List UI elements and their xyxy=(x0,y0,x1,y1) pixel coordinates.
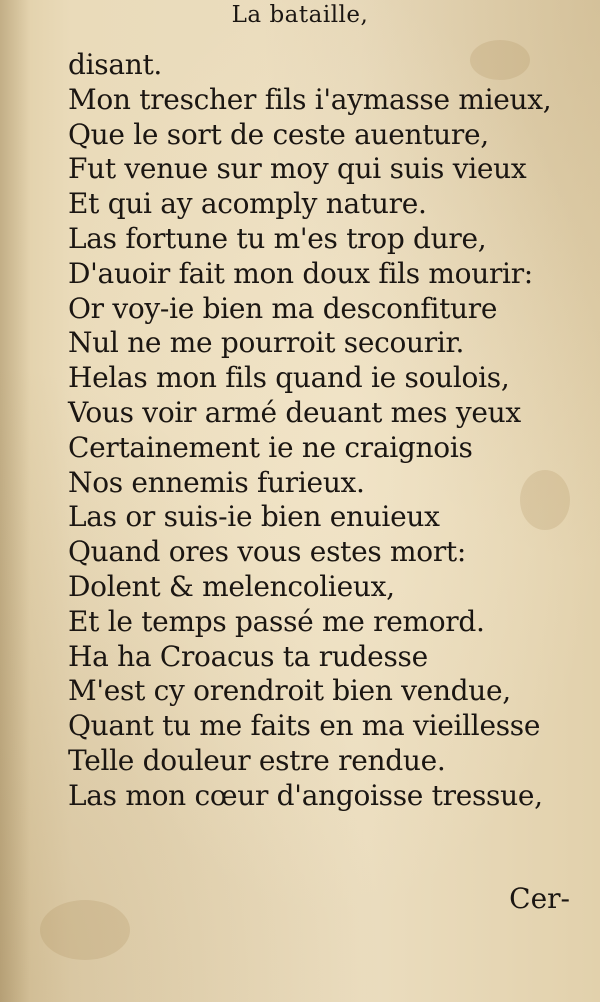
running-head: La bataille, xyxy=(231,2,369,28)
verse-line: Vous voir armé deuant mes yeux xyxy=(68,395,521,429)
verse-line: Las fortune tu m'es trop dure, xyxy=(68,221,487,255)
verse-line: Que le sort de ceste auenture, xyxy=(68,117,489,151)
verse-line: Quant tu me faits en ma vieillesse xyxy=(68,709,541,743)
verse-line: Et qui ay acomply nature. xyxy=(68,187,427,221)
verse-block xyxy=(68,48,568,814)
catchword: Cer- xyxy=(509,882,570,915)
verse-line: disant. xyxy=(68,48,163,81)
verse-line: Helas mon fils quand ie soulois, xyxy=(68,361,510,395)
verse-line: Fut venue sur moy qui suis vieux xyxy=(68,152,527,186)
verse-line: Certainement ie ne craignois xyxy=(68,430,473,464)
verse-line: Nul ne me pourroit secourir. xyxy=(68,326,465,360)
page-edge-shadow xyxy=(0,0,30,1002)
verse-line: Ha ha Croacus ta rudesse xyxy=(68,639,428,673)
verse-line: Las mon cœur d'angoisse tressue, xyxy=(68,778,543,812)
verse-line: Nos ennemis furieux. xyxy=(68,465,365,499)
verse-line: Dolent & melencolieux, xyxy=(68,569,395,603)
verse-line: Quand ores vous estes mort: xyxy=(68,535,467,569)
verse-line: Mon trescher fils i'aymasse mieux, xyxy=(68,82,552,116)
verse-line: Telle douleur estre rendue. xyxy=(68,743,446,777)
verse-line: M'est cy orendroit bien vendue, xyxy=(68,674,511,708)
verse-line: Or voy-ie bien ma desconfiture xyxy=(68,291,498,325)
verse-line: D'auoir fait mon doux fils mourir: xyxy=(68,256,533,290)
verse-line: Las or suis-ie bien enuieux xyxy=(68,500,440,534)
paper-stain xyxy=(40,900,130,960)
verse-line: Et le temps passé me remord. xyxy=(68,604,485,638)
